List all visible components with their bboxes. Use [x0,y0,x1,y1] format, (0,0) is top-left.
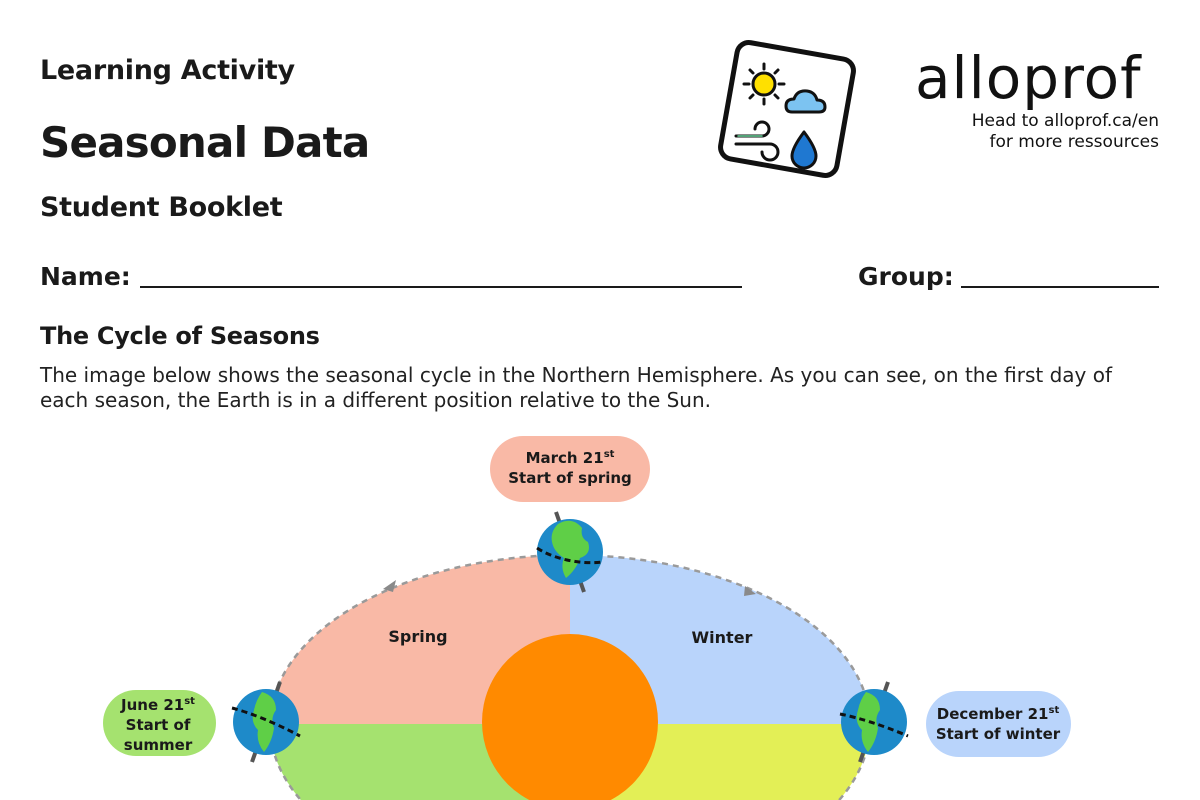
section-title: The Cycle of Seasons [40,322,320,350]
name-field[interactable] [140,286,742,288]
tagline-line-1: Head to alloprof.ca/en [971,111,1159,131]
spring-label: Spring [388,627,448,646]
march-caption: Start of spring [508,469,632,487]
december-date: December 21st [936,705,1060,723]
june-caption-1: Start of [125,716,191,734]
june-caption-2: summer [123,736,193,754]
page-title: Seasonal Data [40,118,370,167]
sun-icon [744,64,784,104]
seasons-diagram [0,420,1200,800]
june-date: June 21st [121,696,195,714]
name-label: Name: [40,262,131,291]
tagline-line-2: for more ressources [989,132,1159,152]
winter-label: Winter [691,628,753,647]
weather-card-icon [712,40,862,190]
booklet-label: Student Booklet [40,192,283,223]
december-caption: Start of winter [935,725,1061,743]
group-field[interactable] [961,286,1159,288]
alloprof-logo[interactable]: alloprof [915,44,1142,112]
alloprof-tagline [972,111,1159,153]
december-label-bubble [926,691,1071,757]
march-date: March 21st [525,449,615,467]
group-label: Group: [858,262,954,291]
section-intro: The image below shows the seasonal cycle in the Northern Hemisphere. As you can see, on the first day of each season, the Earth is in a different position relative to the Sun. [40,363,1112,412]
activity-label: Learning Activity [40,55,295,86]
